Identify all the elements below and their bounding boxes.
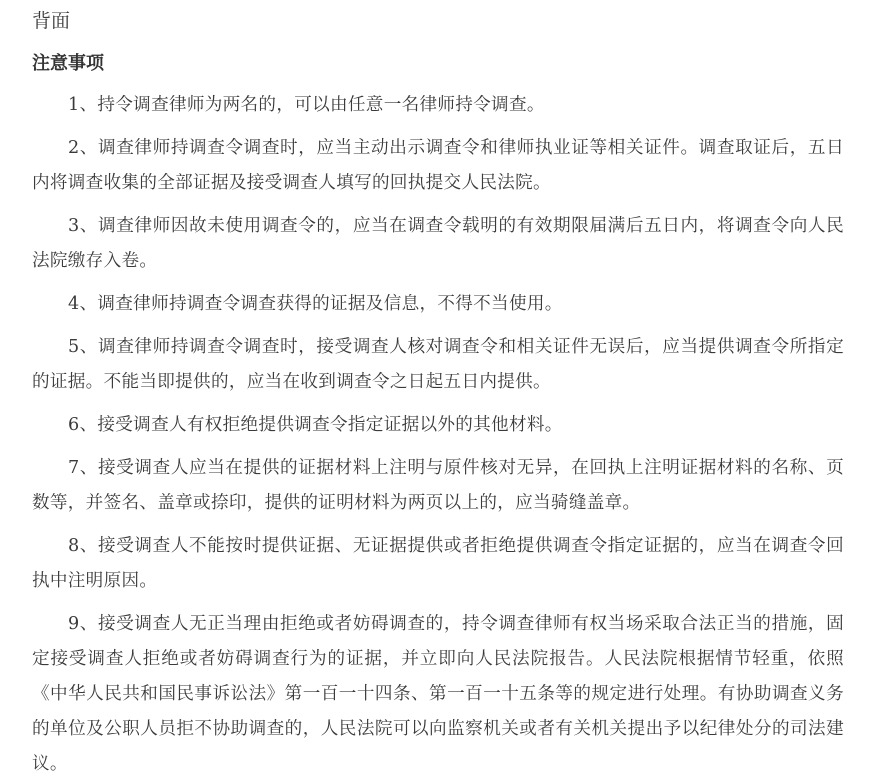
notice-list	[32, 88, 844, 782]
notice-item-8: 8、接受调查人不能按时提供证据、无证据提供或者拒绝提供调查令指定证据的，应当在调查令回执中注明原因。	[32, 536, 844, 591]
notice-item-3: 3、调查律师因故未使用调查令的，应当在调查令载明的有效期限届满后五日内，将调查令向人民法院缴存入卷。	[32, 216, 844, 271]
notice-item-1: 1、持令调查律师为两名的，可以由任意一名律师持令调查。	[68, 95, 545, 115]
notice-item-2: 2、调查律师持调查令调查时，应当主动出示调查令和律师执业证等相关证件。调查取证后，五日内将调查收集的全部证据及接受调查人填写的回执提交人民法院。	[32, 138, 844, 193]
notice-item-9: 9、接受调查人无正当理由拒绝或者妨碍调查的，持令调查律师有权当场采取合法正当的措施，固定接受调查人拒绝或者妨碍调查行为的证据，并立即向人民法院报告。人民法院根据情节轻重，依照《中华人民共和国民事诉讼法》第一百一十四条、第一百一十五条等的规定进行处理。有协助调查义务的单位及公职人员拒不协助调查的，人民法院可以向监察机关或者有关机关提出予以纪律处分的司法建议。	[32, 614, 844, 774]
notice-item-5: 5、调查律师持调查令调查时，接受调查人核对调查令和相关证件无误后，应当提供调查令所指定的证据。不能当即提供的，应当在收到调查令之日起五日内提供。	[32, 337, 844, 392]
notice-item-7: 7、接受调查人应当在提供的证据材料上注明与原件核对无异，在回执上注明证据材料的名称、页数等，并签名、盖章或捺印，提供的证明材料为两页以上的，应当骑缝盖章。	[32, 458, 844, 513]
notice-heading: 注意事项	[32, 53, 104, 74]
notice-item-4: 4、调查律师持调查令调查获得的证据及信息，不得不当使用。	[68, 294, 563, 314]
side-label: 背面	[32, 10, 71, 32]
notice-item-6: 6、接受调查人有权拒绝提供调查令指定证据以外的其他材料。	[68, 415, 563, 435]
